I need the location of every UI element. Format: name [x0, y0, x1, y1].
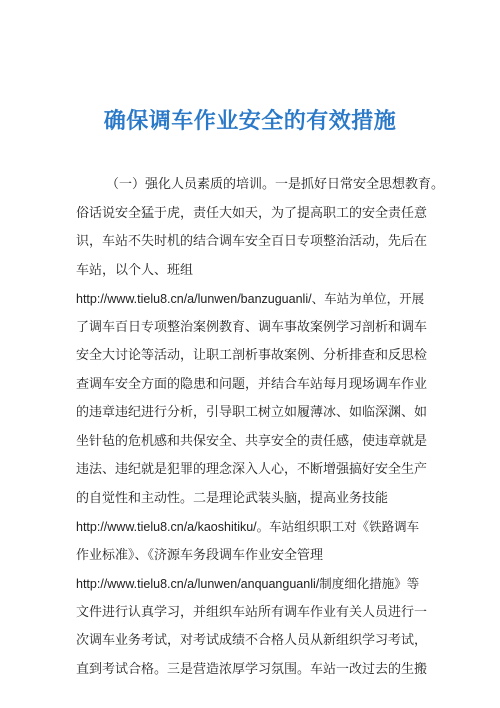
body-line: 次调车业务考试，对考试成绩不合格人员从新组织学习考试，	[76, 633, 428, 648]
body-line: 的违章违纪进行分析，引导职工树立如履薄冰、如临深渊、如	[76, 405, 428, 420]
document-body	[76, 171, 445, 684]
body-line: 识，车站不失时机的结合调车安全百日专项整治活动，先后在	[76, 234, 428, 249]
body-line: 车站，以个人、班组	[76, 262, 194, 278]
body-line: 作业标准》、《济源车务段调车作业安全管理	[76, 547, 324, 563]
body-line: 了调车百日专项整治案例教育、调车事故案例学习剖析和调车	[76, 319, 428, 335]
body-line: 坐针毡的危机感和共保安全、共享安全的责任感，使违章就是	[76, 433, 428, 449]
body-line-with-url: http://www.tielu8.cn/a/lunwen/anquanguanli/制度细化措施》等	[76, 577, 420, 591]
body-line: 俗话说安全猛于虎，责任大如天，为了提高职工的安全责任意	[76, 205, 428, 221]
body-line: 查调车安全方面的隐患和问题，并结合车站每月现场调车作业	[76, 376, 428, 392]
body-line: 的自觉性和主动性。二是理论武装头脑，提高业务技能	[76, 490, 389, 506]
body-line: （一）强化人员素质的培训。一是抓好日常安全思想教育。	[106, 177, 445, 192]
body-line: 文件进行认真学习，并组织车站所有调车作业有关人员进行一	[76, 604, 428, 620]
body-line: 直到考试合格。三是营造浓厚学习氛围。车站一改过去的生搬	[76, 661, 428, 677]
body-line-with-url: http://www.tielu8.cn/a/kaoshitiku/。车站组织职工对《铁路调车	[76, 520, 420, 534]
document-title: 确保调车作业安全的有效措施	[103, 109, 397, 134]
body-line: 违法、违纪就是犯罪的理念深入人心，不断增强搞好安全生产	[76, 462, 428, 477]
body-line-with-url: http://www.tielu8.cn/a/lunwen/banzuguanli/、车站为单位，开展	[76, 292, 425, 306]
body-line: 安全大讨论等活动，让职工剖析事故案例、分析排查和反思检	[76, 348, 428, 363]
